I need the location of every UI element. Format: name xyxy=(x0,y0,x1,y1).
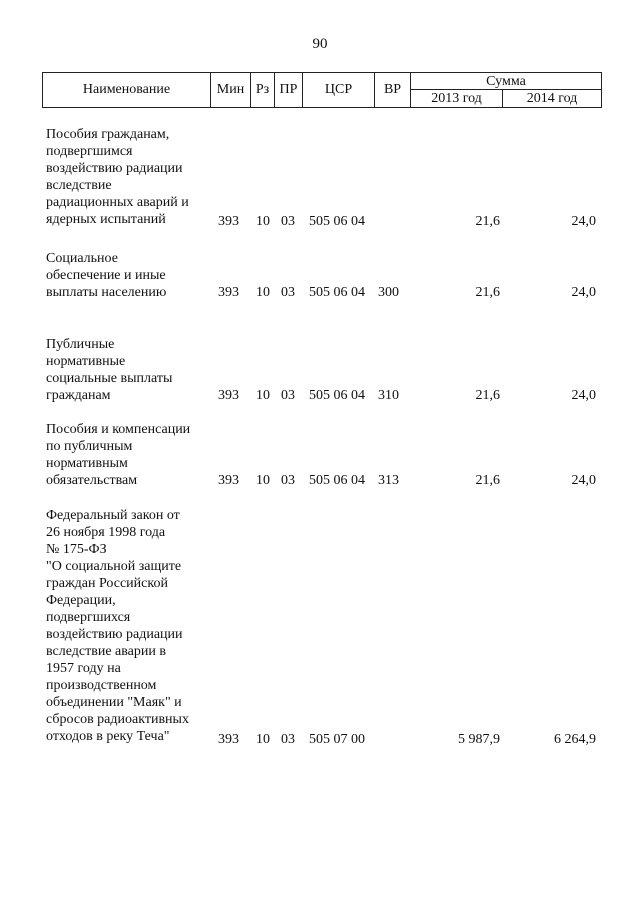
row-name: Социальное обеспечение и иные выплаты населению xyxy=(46,251,167,300)
header-year-2013: 2013 год xyxy=(411,90,503,107)
header-sum: Сумма xyxy=(411,73,601,90)
row-rz: 10 xyxy=(256,285,270,300)
row-2013: 21,6 xyxy=(475,285,500,300)
row-min: 393 xyxy=(218,732,239,747)
row-vr: 310 xyxy=(378,388,399,403)
row-pr: 03 xyxy=(281,285,295,300)
row-vr: 313 xyxy=(378,473,399,488)
row-rz: 10 xyxy=(256,214,270,229)
row-min: 393 xyxy=(218,473,239,488)
row-vr: 300 xyxy=(378,285,399,300)
row-2014: 24,0 xyxy=(571,388,596,403)
row-name: Пособия гражданам, подвергшимся воздействию радиации вследствие радиационных аварий и ядерных испытаний xyxy=(46,127,189,227)
row-rz: 10 xyxy=(256,388,270,403)
row-2013: 5 987,9 xyxy=(458,732,500,747)
row-csr: 505 06 04 xyxy=(309,285,365,300)
row-min: 393 xyxy=(218,285,239,300)
row-pr: 03 xyxy=(281,388,295,403)
row-pr: 03 xyxy=(281,473,295,488)
row-rz: 10 xyxy=(256,473,270,488)
row-csr: 505 06 04 xyxy=(309,473,365,488)
row-csr: 505 06 04 xyxy=(309,388,365,403)
row-2014: 24,0 xyxy=(571,473,596,488)
header-sum-group xyxy=(411,73,601,107)
row-csr: 505 06 04 xyxy=(309,214,365,229)
row-2014: 24,0 xyxy=(571,285,596,300)
row-min: 393 xyxy=(218,214,239,229)
row-name: Пособия и компенсации по публичным нормативным обязательствам xyxy=(46,422,191,488)
row-name: Публичные нормативные социальные выплаты гражданам xyxy=(46,337,173,403)
header-vr: ВР xyxy=(375,73,411,107)
row-pr: 03 xyxy=(281,732,295,747)
row-rz: 10 xyxy=(256,732,270,747)
header-name: Наименование xyxy=(43,73,211,107)
header-pr: ПР xyxy=(275,73,303,107)
row-2013: 21,6 xyxy=(475,473,500,488)
row-min: 393 xyxy=(218,388,239,403)
row-2013: 21,6 xyxy=(475,388,500,403)
row-2014: 6 264,9 xyxy=(554,732,596,747)
row-name: Федеральный закон от 26 ноября 1998 года № 175-ФЗ "О социальной защите граждан Российской Федерации, подвергшихся воздействию радиации вследствие аварии в 1957 году на производственном объединении "Маяк" и сбросов радиоактивных отходов в реку Теча" xyxy=(46,508,189,744)
row-2014: 24,0 xyxy=(571,214,596,229)
header-csr: ЦСР xyxy=(303,73,375,107)
row-pr: 03 xyxy=(281,214,295,229)
header-min: Мин xyxy=(211,73,251,107)
row-csr: 505 07 00 xyxy=(309,732,365,747)
header-year-2014: 2014 год xyxy=(526,91,578,106)
table-header xyxy=(42,72,602,108)
page-number: 90 xyxy=(312,36,328,52)
row-2013: 21,6 xyxy=(475,214,500,229)
header-rz: Рз xyxy=(251,73,275,107)
